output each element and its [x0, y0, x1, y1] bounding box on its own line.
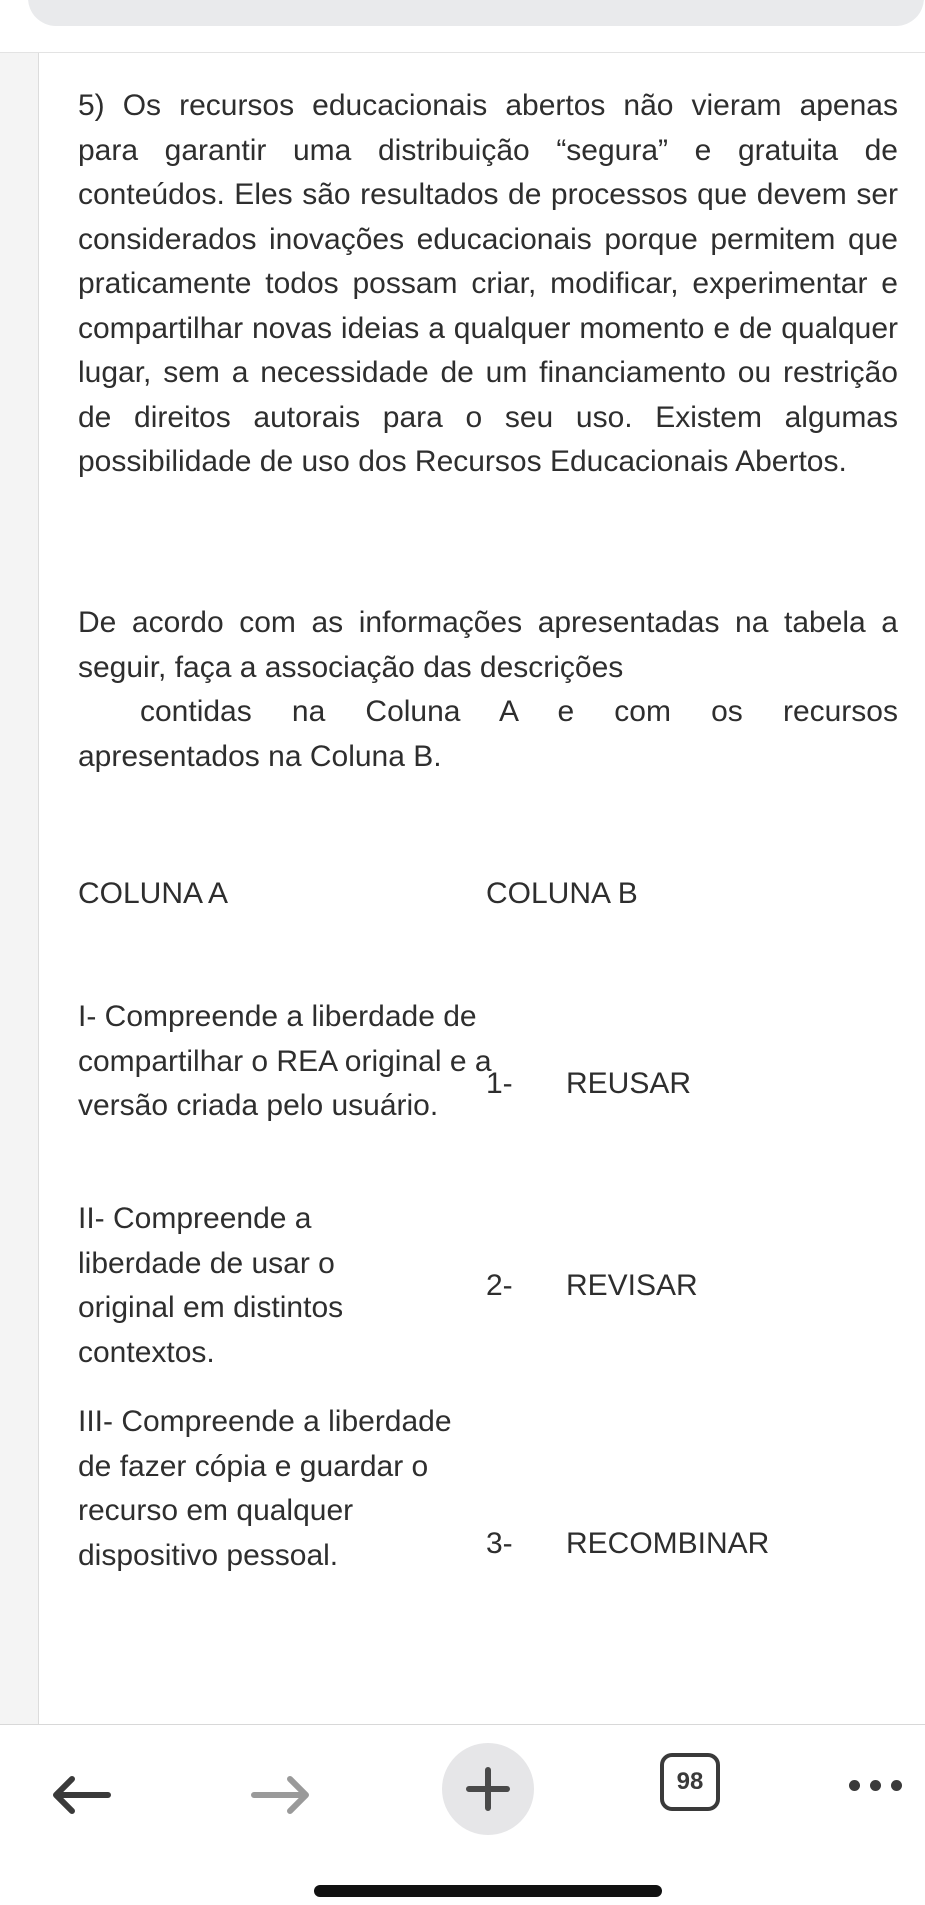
- row-2-resource: REVISAR: [566, 1269, 698, 1302]
- more-dots-icon: [844, 1780, 907, 1791]
- row-1-description: I- Compreende a liberdade de compartilhar o REA original e a versão criada pelo usuário.: [78, 1000, 492, 1122]
- arrow-right-icon: [250, 1773, 314, 1817]
- plus-icon: [465, 1766, 511, 1812]
- question-paragraph: 5) Os recursos educacionais abertos não vieram apenas para garantir uma distribuição “segura” e gratuita de conteúdos. Eles são resultados de processos que devem ser considerados inovações educacionais porque permitem que praticamente todos possam criar, modificar, experimentar e compartilhar novas ideias a qualquer momento e de qualquer lugar, sem a necessidade de um financiamento ou restrição de direitos autorais para o seu uso. Existem algumas possibilidade de uso dos Recursos Educacionais Abertos.: [78, 89, 898, 478]
- row-3-description: III- Compreende a liberdade de fazer cópia e guardar o recurso em qualquer dispositivo pessoal.: [78, 1405, 452, 1572]
- home-indicator[interactable]: [314, 1885, 662, 1897]
- row-3-number: 3-: [486, 1527, 513, 1560]
- tab-count: 98: [676, 1768, 704, 1795]
- instruction-line-2: contidas na Coluna A e com os recursos: [140, 695, 898, 728]
- new-tab-button[interactable]: [442, 1743, 534, 1835]
- instruction-line-3: apresentados na Coluna B.: [78, 739, 442, 773]
- row-2-description: II- Compreende a liberdade de usar o original em distintos contextos.: [78, 1202, 344, 1369]
- column-a-header: COLUNA A: [78, 877, 229, 910]
- tabs-button[interactable]: [660, 1753, 720, 1811]
- more-button[interactable]: [840, 1765, 910, 1805]
- address-bar-area: [0, 0, 925, 53]
- row-1-number: 1-: [486, 1067, 513, 1100]
- instruction-line-1: De acordo com as informações apresentadas na tabela a seguir, faça a associação das descrições: [78, 606, 898, 684]
- row-3-resource: RECOMBINAR: [566, 1527, 770, 1560]
- address-bar[interactable]: [28, 0, 924, 26]
- arrow-left-icon: [48, 1773, 112, 1817]
- browser-toolbar: [0, 1724, 925, 1905]
- instruction-paragraph: [78, 601, 898, 779]
- web-content[interactable]: [0, 53, 925, 1724]
- page-margin: [0, 53, 39, 1724]
- column-b-header: COLUNA B: [486, 877, 638, 910]
- forward-button[interactable]: [242, 1765, 322, 1825]
- back-button[interactable]: [40, 1765, 120, 1825]
- row-2-number: 2-: [486, 1269, 513, 1302]
- row-1-resource: REUSAR: [566, 1067, 692, 1100]
